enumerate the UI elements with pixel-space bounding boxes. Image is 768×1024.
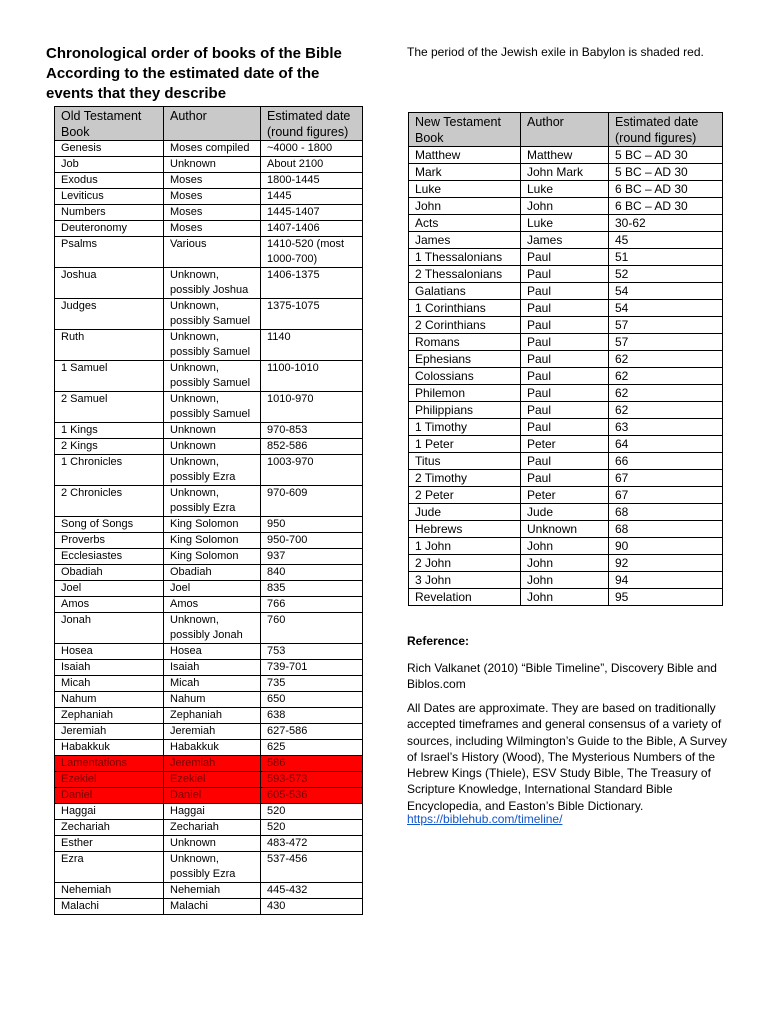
author-cell: Unknown bbox=[521, 521, 609, 538]
book-cell: Jonah bbox=[55, 613, 164, 644]
book-cell: 2 Thessalonians bbox=[409, 266, 521, 283]
author-cell: Zechariah bbox=[164, 820, 261, 836]
table-row bbox=[55, 804, 363, 820]
book-cell: Genesis bbox=[55, 141, 164, 157]
author-cell: Haggai bbox=[164, 804, 261, 820]
author-cell: Moses bbox=[164, 205, 261, 221]
book-cell: Titus bbox=[409, 453, 521, 470]
author-cell: Luke bbox=[521, 181, 609, 198]
author-cell: Paul bbox=[521, 300, 609, 317]
table-row bbox=[409, 300, 723, 317]
table-row bbox=[55, 268, 363, 299]
book-cell: Habakkuk bbox=[55, 740, 164, 756]
table-row bbox=[55, 439, 363, 455]
author-cell: Jeremiah bbox=[164, 724, 261, 740]
exile-note: The period of the Jewish exile in Babylon is shaded red. bbox=[407, 45, 704, 59]
author-cell: Paul bbox=[521, 334, 609, 351]
book-cell: Ruth bbox=[55, 330, 164, 361]
book-cell: 1 Kings bbox=[55, 423, 164, 439]
author-cell: Unknown, possibly Ezra bbox=[164, 486, 261, 517]
book-cell: 2 Timothy bbox=[409, 470, 521, 487]
table-row bbox=[409, 453, 723, 470]
author-cell: Unknown, possibly Ezra bbox=[164, 455, 261, 486]
book-cell: Nehemiah bbox=[55, 883, 164, 899]
table-row bbox=[55, 692, 363, 708]
table-row bbox=[409, 385, 723, 402]
author-cell: Peter bbox=[521, 487, 609, 504]
author-cell: Unknown bbox=[164, 439, 261, 455]
author-cell: Zephaniah bbox=[164, 708, 261, 724]
table-row bbox=[409, 555, 723, 572]
table-row bbox=[409, 351, 723, 368]
book-cell: Zephaniah bbox=[55, 708, 164, 724]
table-row bbox=[409, 470, 723, 487]
table-row bbox=[55, 644, 363, 660]
book-cell: Hebrews bbox=[409, 521, 521, 538]
date-cell: 586 bbox=[261, 756, 363, 772]
author-cell: Jude bbox=[521, 504, 609, 521]
table-row bbox=[55, 157, 363, 173]
date-cell: 835 bbox=[261, 581, 363, 597]
table-row bbox=[409, 317, 723, 334]
date-cell: 95 bbox=[609, 589, 723, 606]
date-cell: 840 bbox=[261, 565, 363, 581]
author-cell: Luke bbox=[521, 215, 609, 232]
date-cell: 760 bbox=[261, 613, 363, 644]
book-cell: Malachi bbox=[55, 899, 164, 915]
author-cell: Hosea bbox=[164, 644, 261, 660]
table-row bbox=[55, 205, 363, 221]
book-cell: 1 Peter bbox=[409, 436, 521, 453]
book-cell: Colossians bbox=[409, 368, 521, 385]
book-cell: John bbox=[409, 198, 521, 215]
date-cell: 64 bbox=[609, 436, 723, 453]
table-row bbox=[409, 521, 723, 538]
date-cell: 57 bbox=[609, 334, 723, 351]
book-cell: 1 Thessalonians bbox=[409, 249, 521, 266]
date-cell: 45 bbox=[609, 232, 723, 249]
table-row bbox=[55, 549, 363, 565]
date-cell: 1445 bbox=[261, 189, 363, 205]
new-testament-table bbox=[408, 112, 723, 606]
book-cell: 1 Chronicles bbox=[55, 455, 164, 486]
date-cell: 62 bbox=[609, 385, 723, 402]
date-cell: 537-456 bbox=[261, 852, 363, 883]
table-row bbox=[409, 436, 723, 453]
date-cell: 1407-1406 bbox=[261, 221, 363, 237]
book-cell: Hosea bbox=[55, 644, 164, 660]
book-cell: Luke bbox=[409, 181, 521, 198]
book-cell: James bbox=[409, 232, 521, 249]
book-cell: Zechariah bbox=[55, 820, 164, 836]
date-cell: 766 bbox=[261, 597, 363, 613]
date-cell: 937 bbox=[261, 549, 363, 565]
author-cell: Unknown, possibly Ezra bbox=[164, 852, 261, 883]
author-cell: King Solomon bbox=[164, 517, 261, 533]
column-header-author: Author bbox=[164, 107, 261, 141]
column-header-book: New Testament Book bbox=[409, 113, 521, 147]
table-row bbox=[409, 232, 723, 249]
author-cell: Unknown, possibly Joshua bbox=[164, 268, 261, 299]
book-cell: Psalms bbox=[55, 237, 164, 268]
column-header-date: Estimated date (round figures) bbox=[609, 113, 723, 147]
date-cell: 66 bbox=[609, 453, 723, 470]
book-cell: Ephesians bbox=[409, 351, 521, 368]
old-testament-table bbox=[54, 106, 363, 915]
author-cell: Paul bbox=[521, 283, 609, 300]
book-cell: Micah bbox=[55, 676, 164, 692]
book-cell: Esther bbox=[55, 836, 164, 852]
title-line: Chronological order of books of the Bible bbox=[46, 45, 342, 62]
table-row bbox=[409, 402, 723, 419]
date-cell: 1140 bbox=[261, 330, 363, 361]
reference-disclaimer: All Dates are approximate. They are based on traditionally accepted timeframes and general consensus of a variety of sources, including Wilmington’s Guide to the Bible, A Survey of Israel’s History (Wood), The Mysterious Numbers of the Hebrew Kings (Thiele), ESV Study Bible, The Treasury of Scripture Knowledge, International Standard Bible Encyclopedia, and Easton’s Bible Dictionary. bbox=[407, 701, 727, 813]
book-cell: 2 Peter bbox=[409, 487, 521, 504]
author-cell: Matthew bbox=[521, 147, 609, 164]
table-row bbox=[55, 533, 363, 549]
date-cell: 62 bbox=[609, 351, 723, 368]
author-cell: Habakkuk bbox=[164, 740, 261, 756]
table-row bbox=[55, 708, 363, 724]
author-cell: Unknown, possibly Samuel bbox=[164, 361, 261, 392]
page-title bbox=[46, 44, 366, 104]
table-row bbox=[55, 455, 363, 486]
author-cell: King Solomon bbox=[164, 533, 261, 549]
table-row bbox=[55, 724, 363, 740]
date-cell: 520 bbox=[261, 804, 363, 820]
date-cell: 6 BC – AD 30 bbox=[609, 181, 723, 198]
book-cell: 2 Chronicles bbox=[55, 486, 164, 517]
book-cell: Judges bbox=[55, 299, 164, 330]
date-cell: 638 bbox=[261, 708, 363, 724]
book-cell: Ezra bbox=[55, 852, 164, 883]
author-cell: Paul bbox=[521, 385, 609, 402]
author-cell: Paul bbox=[521, 419, 609, 436]
author-cell: Joel bbox=[164, 581, 261, 597]
date-cell: 650 bbox=[261, 692, 363, 708]
author-cell: Micah bbox=[164, 676, 261, 692]
date-cell: 1010-970 bbox=[261, 392, 363, 423]
book-cell: Philemon bbox=[409, 385, 521, 402]
date-cell: 1375-1075 bbox=[261, 299, 363, 330]
date-cell: 54 bbox=[609, 300, 723, 317]
author-cell: Malachi bbox=[164, 899, 261, 915]
author-cell: Isaiah bbox=[164, 660, 261, 676]
book-cell: Ezekiel bbox=[55, 772, 164, 788]
date-cell: 735 bbox=[261, 676, 363, 692]
author-cell: John bbox=[521, 572, 609, 589]
table-row bbox=[55, 788, 363, 804]
date-cell: 30-62 bbox=[609, 215, 723, 232]
date-cell: 593-573 bbox=[261, 772, 363, 788]
table-row bbox=[55, 740, 363, 756]
table-row bbox=[409, 572, 723, 589]
table-row bbox=[55, 330, 363, 361]
book-cell: Song of Songs bbox=[55, 517, 164, 533]
title-line: events that they describe bbox=[46, 85, 227, 102]
book-cell: 2 Corinthians bbox=[409, 317, 521, 334]
book-cell: Matthew bbox=[409, 147, 521, 164]
table-row bbox=[55, 836, 363, 852]
table-row bbox=[55, 581, 363, 597]
date-cell: 5 BC – AD 30 bbox=[609, 147, 723, 164]
book-cell: Isaiah bbox=[55, 660, 164, 676]
author-cell: Jeremiah bbox=[164, 756, 261, 772]
author-cell: Daniel bbox=[164, 788, 261, 804]
table-row bbox=[55, 221, 363, 237]
author-cell: Various bbox=[164, 237, 261, 268]
date-cell: 1410-520 (most 1000-700) bbox=[261, 237, 363, 268]
table-row bbox=[55, 141, 363, 157]
book-cell: Job bbox=[55, 157, 164, 173]
date-cell: 852-586 bbox=[261, 439, 363, 455]
author-cell: Nehemiah bbox=[164, 883, 261, 899]
table-row bbox=[55, 756, 363, 772]
date-cell: 6 BC – AD 30 bbox=[609, 198, 723, 215]
book-cell: Exodus bbox=[55, 173, 164, 189]
book-cell: Ecclesiastes bbox=[55, 549, 164, 565]
book-cell: Deuteronomy bbox=[55, 221, 164, 237]
author-cell: Paul bbox=[521, 351, 609, 368]
book-cell: 1 Corinthians bbox=[409, 300, 521, 317]
book-cell: Galatians bbox=[409, 283, 521, 300]
book-cell: 2 Samuel bbox=[55, 392, 164, 423]
table-row bbox=[55, 299, 363, 330]
author-cell: John bbox=[521, 589, 609, 606]
table-row bbox=[55, 392, 363, 423]
table-row bbox=[409, 164, 723, 181]
table-row bbox=[409, 198, 723, 215]
book-cell: Nahum bbox=[55, 692, 164, 708]
table-row bbox=[55, 772, 363, 788]
book-cell: 1 John bbox=[409, 538, 521, 555]
author-cell: Moses bbox=[164, 173, 261, 189]
table-row bbox=[409, 419, 723, 436]
table-row bbox=[55, 423, 363, 439]
book-cell: Jeremiah bbox=[55, 724, 164, 740]
author-cell: Ezekiel bbox=[164, 772, 261, 788]
date-cell: 970-853 bbox=[261, 423, 363, 439]
date-cell: 92 bbox=[609, 555, 723, 572]
book-cell: Revelation bbox=[409, 589, 521, 606]
date-cell: 90 bbox=[609, 538, 723, 555]
author-cell: Unknown, possibly Samuel bbox=[164, 330, 261, 361]
table-row bbox=[55, 660, 363, 676]
table-row bbox=[55, 565, 363, 581]
reference-citation: Rich Valkanet (2010) “Bible Timeline”, Discovery Bible and Biblos.com bbox=[407, 661, 717, 692]
book-cell: Leviticus bbox=[55, 189, 164, 205]
date-cell: 950-700 bbox=[261, 533, 363, 549]
date-cell: 950 bbox=[261, 517, 363, 533]
table-row bbox=[55, 237, 363, 268]
date-cell: 627-586 bbox=[261, 724, 363, 740]
author-cell: Paul bbox=[521, 266, 609, 283]
table-row bbox=[409, 487, 723, 504]
reference-link[interactable]: https://biblehub.com/timeline/ bbox=[407, 812, 563, 826]
author-cell: Unknown, possibly Samuel bbox=[164, 392, 261, 423]
author-cell: Moses bbox=[164, 221, 261, 237]
table-row bbox=[55, 613, 363, 644]
author-cell: Obadiah bbox=[164, 565, 261, 581]
book-cell: Proverbs bbox=[55, 533, 164, 549]
book-cell: Acts bbox=[409, 215, 521, 232]
table-row bbox=[55, 517, 363, 533]
new-testament-rows bbox=[409, 147, 723, 606]
date-cell: 753 bbox=[261, 644, 363, 660]
table-row bbox=[55, 852, 363, 883]
table-row bbox=[55, 820, 363, 836]
date-cell: 62 bbox=[609, 402, 723, 419]
table-row bbox=[55, 597, 363, 613]
column-header-author: Author bbox=[521, 113, 609, 147]
book-cell: 2 Kings bbox=[55, 439, 164, 455]
date-cell: 52 bbox=[609, 266, 723, 283]
date-cell: 445-432 bbox=[261, 883, 363, 899]
date-cell: 1003-970 bbox=[261, 455, 363, 486]
book-cell: Lamentations bbox=[55, 756, 164, 772]
author-cell: John bbox=[521, 555, 609, 572]
date-cell: 51 bbox=[609, 249, 723, 266]
table-row bbox=[409, 249, 723, 266]
author-cell: Unknown bbox=[164, 836, 261, 852]
table-header-row bbox=[409, 113, 723, 147]
table-row bbox=[409, 215, 723, 232]
date-cell: 1100-1010 bbox=[261, 361, 363, 392]
date-cell: 1445-1407 bbox=[261, 205, 363, 221]
author-cell: Unknown bbox=[164, 423, 261, 439]
author-cell: Paul bbox=[521, 470, 609, 487]
date-cell: 63 bbox=[609, 419, 723, 436]
date-cell: 54 bbox=[609, 283, 723, 300]
table-row bbox=[409, 589, 723, 606]
date-cell: 430 bbox=[261, 899, 363, 915]
book-cell: Amos bbox=[55, 597, 164, 613]
date-cell: 68 bbox=[609, 504, 723, 521]
book-cell: Mark bbox=[409, 164, 521, 181]
column-header-date: Estimated date (round figures) bbox=[261, 107, 363, 141]
date-cell: About 2100 bbox=[261, 157, 363, 173]
date-cell: 739-701 bbox=[261, 660, 363, 676]
table-row bbox=[409, 181, 723, 198]
book-cell: 1 Samuel bbox=[55, 361, 164, 392]
table-row bbox=[55, 189, 363, 205]
book-cell: Jude bbox=[409, 504, 521, 521]
table-row bbox=[409, 283, 723, 300]
date-cell: 970-609 bbox=[261, 486, 363, 517]
table-row bbox=[409, 538, 723, 555]
author-cell: Moses compiled bbox=[164, 141, 261, 157]
date-cell: 57 bbox=[609, 317, 723, 334]
book-cell: Numbers bbox=[55, 205, 164, 221]
author-cell: Paul bbox=[521, 368, 609, 385]
author-cell: John Mark bbox=[521, 164, 609, 181]
date-cell: 625 bbox=[261, 740, 363, 756]
title-line: According to the estimated date of the bbox=[46, 65, 320, 82]
author-cell: Peter bbox=[521, 436, 609, 453]
table-row bbox=[55, 899, 363, 915]
author-cell: Paul bbox=[521, 402, 609, 419]
book-cell: 3 John bbox=[409, 572, 521, 589]
book-cell: Joshua bbox=[55, 268, 164, 299]
table-header-row bbox=[55, 107, 363, 141]
author-cell: King Solomon bbox=[164, 549, 261, 565]
table-row bbox=[55, 883, 363, 899]
date-cell: 67 bbox=[609, 487, 723, 504]
book-cell: 1 Timothy bbox=[409, 419, 521, 436]
table-row bbox=[55, 486, 363, 517]
book-cell: Philippians bbox=[409, 402, 521, 419]
book-cell: Daniel bbox=[55, 788, 164, 804]
date-cell: 520 bbox=[261, 820, 363, 836]
book-cell: 2 John bbox=[409, 555, 521, 572]
date-cell: 94 bbox=[609, 572, 723, 589]
author-cell: Amos bbox=[164, 597, 261, 613]
reference-heading: Reference: bbox=[407, 634, 470, 648]
author-cell: Unknown bbox=[164, 157, 261, 173]
author-cell: Unknown, possibly Samuel bbox=[164, 299, 261, 330]
table-row bbox=[55, 361, 363, 392]
author-cell: John bbox=[521, 538, 609, 555]
book-cell: Joel bbox=[55, 581, 164, 597]
table-row bbox=[55, 676, 363, 692]
author-cell: John bbox=[521, 198, 609, 215]
author-cell: Moses bbox=[164, 189, 261, 205]
book-cell: Romans bbox=[409, 334, 521, 351]
table-row bbox=[409, 504, 723, 521]
table-row bbox=[409, 334, 723, 351]
date-cell: 68 bbox=[609, 521, 723, 538]
old-testament-rows bbox=[55, 141, 363, 915]
date-cell: 5 BC – AD 30 bbox=[609, 164, 723, 181]
date-cell: ~4000 - 1800 bbox=[261, 141, 363, 157]
date-cell: 1406-1375 bbox=[261, 268, 363, 299]
date-cell: 483-472 bbox=[261, 836, 363, 852]
table-row bbox=[55, 173, 363, 189]
column-header-book: Old Testament Book bbox=[55, 107, 164, 141]
author-cell: James bbox=[521, 232, 609, 249]
author-cell: Nahum bbox=[164, 692, 261, 708]
author-cell: Unknown, possibly Jonah bbox=[164, 613, 261, 644]
table-row bbox=[409, 266, 723, 283]
author-cell: Paul bbox=[521, 249, 609, 266]
author-cell: Paul bbox=[521, 317, 609, 334]
date-cell: 67 bbox=[609, 470, 723, 487]
date-cell: 1800-1445 bbox=[261, 173, 363, 189]
book-cell: Obadiah bbox=[55, 565, 164, 581]
table-row bbox=[409, 368, 723, 385]
date-cell: 605-536 bbox=[261, 788, 363, 804]
book-cell: Haggai bbox=[55, 804, 164, 820]
date-cell: 62 bbox=[609, 368, 723, 385]
author-cell: Paul bbox=[521, 453, 609, 470]
table-row bbox=[409, 147, 723, 164]
